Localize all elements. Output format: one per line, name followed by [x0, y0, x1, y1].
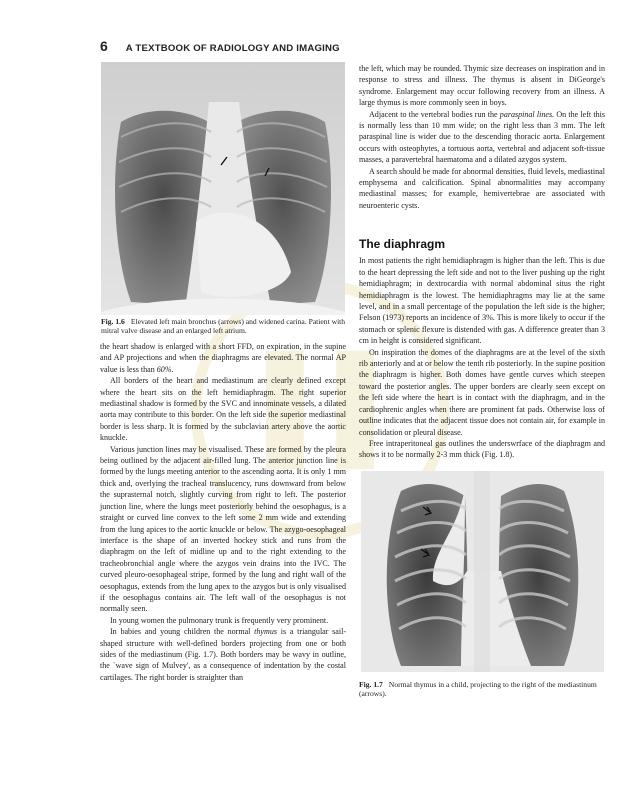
- figure-1-6-caption: [101, 317, 351, 336]
- right-paragraph-1: the left, which may be rounded. Thymic size decreases on inspiration and in response to stress and illness. The thymus is absent in DiGeorge's syndrome. Enlargement may occur following recovery from an illness. A large thymus is more commonly seen in boys.: [359, 64, 605, 108]
- left-paragraph-5: In babies and young children the normal thymus is a triangular sail-shaped structure with well-defined borders projecting from one or both sides of the mediastinum (Fig. 1.7). Both borders may be wavy in outline, the `wave sign of Mulvey', as a consequence of indentation by the costal cartilages. The right border is straighter than: [100, 627, 347, 682]
- left-paragraph-4: In young women the pulmonary trunk is frequently very prominent.: [110, 615, 329, 625]
- figure-1-7-caption: [359, 680, 605, 699]
- figure-1-6-label: Fig. 1.6: [101, 317, 125, 326]
- diaphragm-paragraph-2: On inspiration the domes of the diaphragms are at the level of the sixth rib anteriorly and at or below the tenth rib posteriorly. In the supine position the diaphragm is higher. Both domes have gentle curves which steepen toward the posterior angles. The upper borders are clearly seen except on the left side where the heart is in contact with the diaphragm, and in the cardiophrenic angles when there are prominent fat pads. Otherwise loss of outline indicates that the adjacent tissue does not contain air, for example in consolidation or pleural disease.: [359, 347, 605, 437]
- figure-1-7-label: Fig. 1.7: [359, 680, 383, 689]
- diaphragm-paragraph-3: Free intraperitoneal gas outlines the underswrface of the diaphragm and shows it to be normally 2-3 mm thick (Fig. 1.8).: [359, 438, 605, 460]
- left-column: [100, 341, 346, 683]
- right-paragraph-3: A search should be made for abnormal densities, fluid levels, mediastinal emphysema and calcification. Spinal abnormalities may accompany mediastinal masses; for example, hemivertebrae are associated with neuroenteric cysts.: [359, 166, 605, 210]
- page-number: 6: [100, 38, 108, 54]
- figure-1-7-xray-image: [361, 471, 604, 672]
- figure-1-6-caption-text: Elevated left main bronchus (arrows) and widened carina. Patient with mitral valve disease and an enlarged left atrium.: [101, 317, 346, 336]
- right-column-top: [359, 63, 605, 211]
- running-title: A TEXTBOOK OF RADIOLOGY AND IMAGING: [125, 43, 340, 54]
- left-paragraph-2: All borders of the heart and mediastinum are clearly defined except where the heart sits on the left hemidiaphragm. The right superior mediastinal shadow is formed by the SVC and innominate vessels, a dilated aorta may contribute to this border. On the left side the superior mediastinal border is less sharp. It is formed by the subclavian artery above the aortic knuckle.: [100, 376, 346, 443]
- diaphragm-section: [359, 237, 605, 461]
- left-paragraph-3: Various junction lines may be visualised. These are formed by the pleura being outlined by the adjacent air-filled lung. The anterior junction line is formed by the lungs meeting anterior to the ascending aorta. It is only 1 mm thick and, overlying the tracheal translucency, runs downward from below the suprasternal notch, slightly curving from right to left. The posterior junction line, where the lungs meet posteriorly behind the oesophagus, is a straight or curved line convex to the left some 2 mm wide and extending from the lung apices to the aortic knuckle or below. The azygo-oesophageal interface is the shape of an inverted hockey stick and runs from the diaphragm on the left of midline up and to the right extending to the tracheobronchial angle where the azygos vein drains into the IVC. The curved pleuro-oesophageal stripe, formed by the lung and right wall of the oesophagus, extends from the lung apex to the azygos but is only visualised if the oesophagus contains air. The left wall of the oesophagus is not normally seen.: [100, 444, 346, 614]
- left-paragraph-1: the heart shadow is enlarged with a short FFD, on expiration, in the supine and AP projections and when the diaphragms are elevated. The normal AP value is less than 60%.: [100, 342, 346, 374]
- section-heading: The diaphragm: [359, 237, 446, 251]
- page-header: [100, 38, 340, 54]
- diaphragm-paragraph-1: In most patients the right hemidiaphragm is higher than the left. This is due to the heart depressing the left side and not to the liver pushing up the right hemidiaphragm; in dextrocardia with normal abdominal situs the right hemidiaphragm is the lowest. The hemidiaphragms may lie at the same level, and in a small percentage of the population the left side is the higher; Felson (1973) reports an incidence of 3%. This is more likely to occur if the stomach or splenic flexure is distended with gas. A difference greater than 3 cm in height is considered significant.: [359, 256, 605, 346]
- right-paragraph-2: Adjacent to the vertebral bodies run the paraspinal lines. On the left this is normally less than 10 mm wide; on the right less than 3 mm. The left paraspinal line is wider due to the descending thoracic aorta. Enlargement occurs with osteophytes, a tortuous aorta, vertebral and adjacent soft-tissue masses, a paravertebral haematoma and a dilated azygos system.: [359, 109, 605, 165]
- figure-1-7-caption-text: Normal thymus in a child, projecting to the right of the mediastinum (arrows).: [359, 680, 597, 699]
- figure-1-6-xray-image: [101, 62, 345, 315]
